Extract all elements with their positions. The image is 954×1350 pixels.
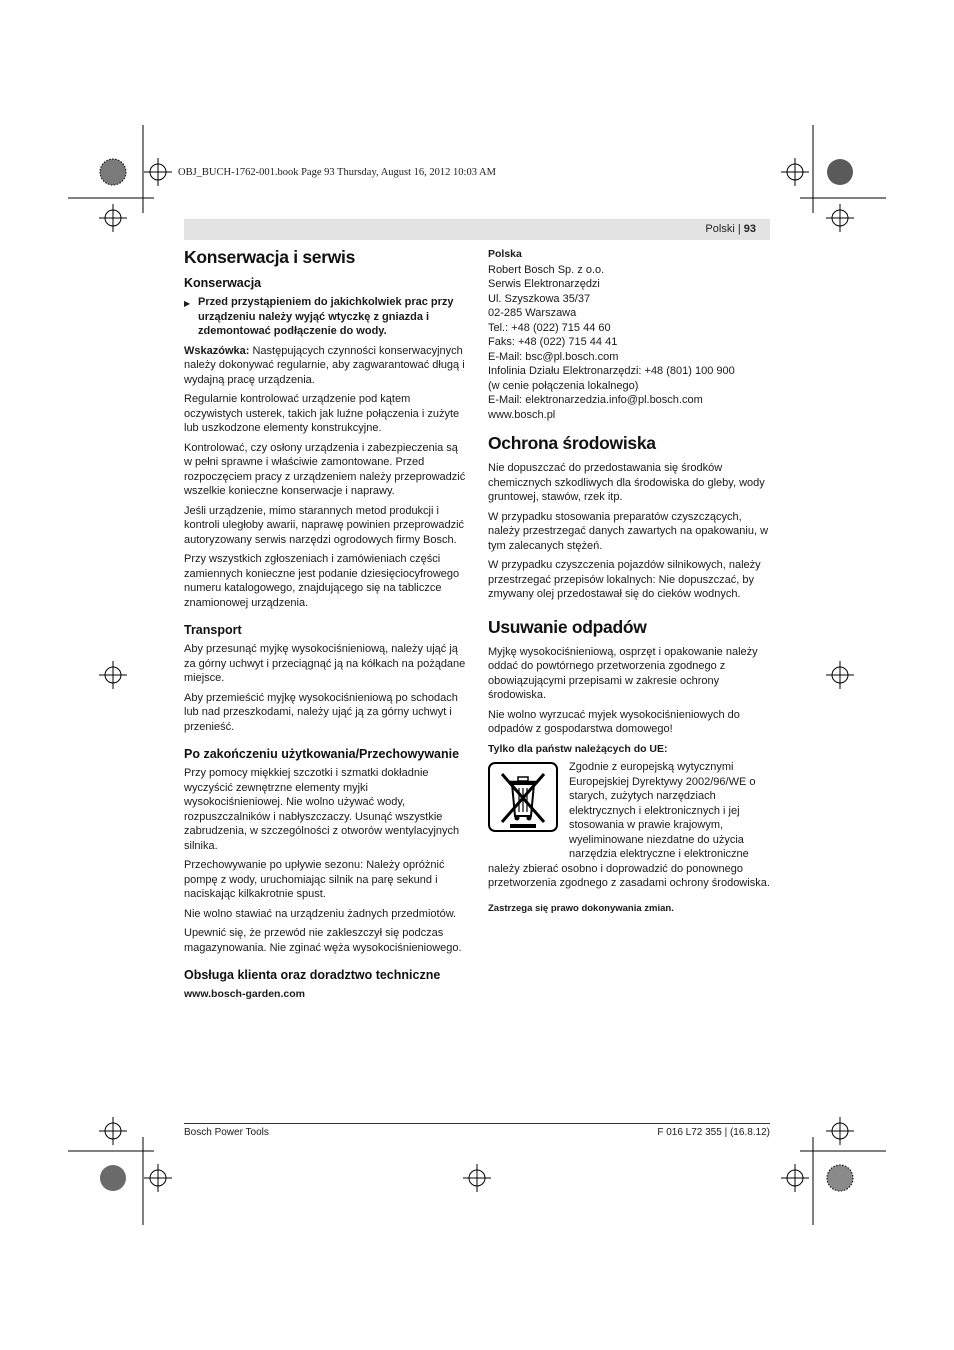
section-title-environment: Ochrona środowiska [488, 433, 656, 453]
weee-text-bottom: należy zbierać osobno i doprowadzić do ponownego przetworzenia zgodnego z zasadami ochrony środowiska. [488, 862, 770, 889]
address-line: Serwis Elektronarzędzi [488, 278, 600, 290]
footer-rule [184, 1123, 770, 1124]
note-label: Wskazówka: [184, 344, 250, 357]
maintenance-p4: Przy wszystkich zgłoszeniach i zamówieniach części zamiennych konieczne jest podanie dziesięciocyfrowego numeru katalogowego, znajdującego się na tabliczce znamionowej urządzenia. [184, 553, 460, 609]
storage-p4: Upewnić się, że przewód nie zakleszczył się podczas magazynowania. Nie zginać węża wysokociśnieniowego. [184, 927, 462, 954]
maintenance-p3: Jeśli urządzenie, mimo starannych metod produkcji i kontroli uległoby awarii, naprawę powinien przeprowadzić autoryzowany serwis narzędzi ogrodowych firmy Bosch. [184, 504, 465, 546]
address-line: Robert Bosch Sp. z o.o. [488, 263, 605, 276]
heading-storage: Po zakończeniu użytkowania/Przechowywanie [184, 747, 460, 761]
website-link[interactable]: www.bosch.pl [488, 408, 556, 421]
page-number: 93 [743, 223, 756, 235]
transport-p2: Aby przemieścić myjkę wysokociśnieniową po schodach lub nad przeszkodami, należy ująć ją za górny uchwyt i przenieść. [184, 691, 458, 733]
hotline-note: (w cenie połączenia lokalnego) [488, 379, 639, 392]
heading-maintenance: Konserwacja [184, 276, 262, 290]
print-job-info: OBJ_BUCH-1762-001.book Page 93 Thursday, August 16, 2012 10:03 AM [178, 167, 496, 178]
page-header [705, 223, 756, 235]
header-separator: | [737, 223, 741, 235]
heading-transport: Transport [184, 623, 242, 637]
email-link[interactable]: E-Mail: bsc@pl.bosch.com [488, 350, 619, 363]
country-label: Polska [488, 248, 522, 260]
maintenance-p1: Regularnie kontrolować urządzenie pod kątem oczywistych usterek, takich jak luźne połączenia i zużyte lub uszkodzone elementy konstrukcyjne. [184, 393, 460, 434]
weee-block [488, 760, 771, 862]
address-line: 02-285 Warszawa [488, 307, 577, 319]
environment-p1: Nie dopuszczać do przedostawania się środków chemicznych szkodliwych dla środowiska do gleby, wody gruntowej, stawów, rzek itp. [488, 462, 765, 503]
hotline-line: Infolinia Działu Elektronarzędzi: +48 (801) 100 900 [488, 365, 735, 377]
storage-p2: Przechowywanie po upływie sezonu: Należy opróżnić pompę z wody, uruchomiając silnik na parę sekund i naciskając kilkakrotnie spust. [184, 859, 445, 900]
reserved-changes-note: Zastrzega się prawo dokonywania zmian. [488, 902, 674, 914]
email-link[interactable]: E-Mail: elektronarzedzia.info@pl.bosch.com [488, 394, 703, 406]
disposal-p1: Myjkę wysokociśnieniową, osprzęt i opakowanie należy oddać do powtórnego przetworzenia zgodnego z obowiązującymi przepisami w zakresie ochrony środowiska. [488, 645, 758, 701]
service-url-link[interactable]: www.bosch-garden.com [184, 988, 305, 1000]
transport-p1: Aby przesunąć myjkę wysokociśnieniową, należy ująć ją za górny uchwyt i przeciągnąć ją na kółkach na pożądane miejsce. [184, 643, 466, 684]
address-line: Ul. Szyszkowa 35/37 [488, 292, 591, 305]
weee-text-top: Zgodnie z europejską wytycznymi Europejskiej Dyrektywy 2002/96/WE o starych, zużytych narzędziach elektrycznych i elektronicznych i jej stosowania w prawie krajowym, wyeliminowane niezdatne do użycia narzędzia elektryczne i elektroniczne [569, 761, 756, 860]
footer-doc-number: F 016 L72 355 | (16.8.12) [657, 1127, 770, 1138]
environment-p2: W przypadku stosowania preparatów czyszczących, należy przestrzegać danych zawartych na opakowaniu, w tym zalecanych stężeń. [488, 510, 769, 552]
heading-customer-service: Obsługa klienta oraz doradztwo techniczne [184, 968, 441, 982]
warning-text: Przed przystąpieniem do jakichkolwiek prac przy urządzeniu należy wyjąć wtyczkę z gniazda i zdemontować podłączenie do wody. [198, 296, 454, 337]
fax-line: Faks: +48 (022) 715 44 41 [488, 336, 618, 348]
left-column [184, 246, 467, 1007]
environment-p3: W przypadku czyszczenia pojazdów silnikowych, należy przestrzegać przepisów lokalnych: Nie dopuszczać, by zmywany olej przedostawał się do cieków wodnych. [488, 559, 761, 600]
section-title-disposal: Usuwanie odpadów [488, 616, 647, 637]
safety-warning [184, 295, 467, 339]
phone-line: Tel.: +48 (022) 715 44 60 [488, 321, 611, 334]
section-title-maintenance-service: Konserwacja i serwis [184, 247, 356, 267]
service-address [488, 263, 771, 423]
maintenance-p2: Kontrolować, czy osłony urządzenia i zabezpieczenia są w pełni sprawne i właściwie zamontowane. Przed rozpoczęciem pracy z urządzeniem należy przeprowadzić wszelkie konieczne konserwacje i naprawy. [184, 441, 466, 497]
triangle-bullet-icon: ▶ [184, 299, 191, 308]
page-header-bar [184, 219, 770, 240]
header-language: Polski [705, 223, 735, 235]
note-text: Następujących czynności konserwacyjnych należy dokonywać regularnie, aby zagwarantować długą i wydajną pracę urządzenia. [184, 344, 465, 386]
right-column [488, 247, 771, 921]
note-paragraph [184, 344, 467, 388]
crossed-out-bin-icon [488, 762, 558, 832]
eu-only-label: Tylko dla państw należących do UE: [488, 742, 668, 755]
disposal-p2: Nie wolno wyrzucać myjek wysokociśnieniowych do odpadów z gospodarstwa domowego! [488, 708, 740, 735]
footer-brand: Bosch Power Tools [184, 1127, 269, 1138]
storage-p3: Nie wolno stawiać na urządzeniu żadnych przedmiotów. [184, 907, 457, 920]
storage-p1: Przy pomocy miękkiej szczotki i szmatki dokładnie wyczyścić zewnętrzne elementy myjki wysokociśnieniowej. Nie wolno używać wody, rozpuszczalników i nabłyszczaczy. Usunąć wszystkie zabrudzenia, w szczególności z otworów wentylacyjnych silnika. [184, 767, 460, 852]
